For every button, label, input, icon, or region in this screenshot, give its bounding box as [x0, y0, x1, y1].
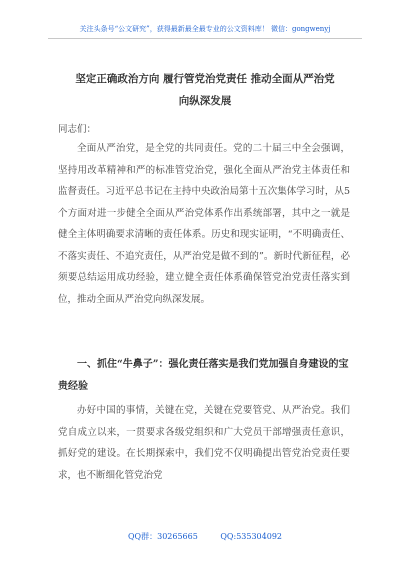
salutation: 同志们： — [58, 124, 97, 135]
footer-qq-group: QQ群：30265665 — [127, 532, 198, 541]
header-banner: 关注头条号“公文研究”，获得最新最全最专业的公文资料库！ 微信：gongwenyj — [79, 25, 331, 33]
document-title — [48, 68, 362, 112]
footer-contact — [48, 531, 362, 542]
header-divider — [48, 38, 362, 39]
section-heading-1: 一、抓住“牛鼻子”：强化责任落实是我们党加强自身建设的宝贵经验 — [58, 359, 349, 392]
paragraph-1: 全面从严治党，是全党的共同责任。党的二十届三中全会强调，坚持用改革精神和严的标准管党治党，强化全面从严治党主体责任和监督责任。习近平总书记在主持中央政治局第十五次集体学习时，从5个方面对进一步健全全面从严治党体系作出系统部署，其中之一就是健全主体明确要求清晰的责任体系。历史和现实证明，“不明确责任、不落实责任、不追究责任，从严治党是做不到的”。新时代新征程，必须要总结运用成功经验，建立健全责任体系确保管党治党责任落实到位，推动全面从严治党向纵深发展。 — [58, 143, 350, 305]
title-line-2: 向纵深发展 — [178, 95, 232, 107]
paragraph-2: 办好中国的事情，关键在党，关键在党要管党、从严治党。我们党自成立以来，一贯要求各级党组织和广大党员干部增强责任意识，抓好党的建设。在长期探索中，我们党不仅明确提出管党治党责任要求，也不断细化管党治党 — [58, 405, 350, 481]
title-line-1: 坚定正确政治方向 履行管党治党责任 推动全面从严治党 — [75, 73, 335, 85]
footer-qq: QQ:535304092 — [220, 532, 282, 541]
